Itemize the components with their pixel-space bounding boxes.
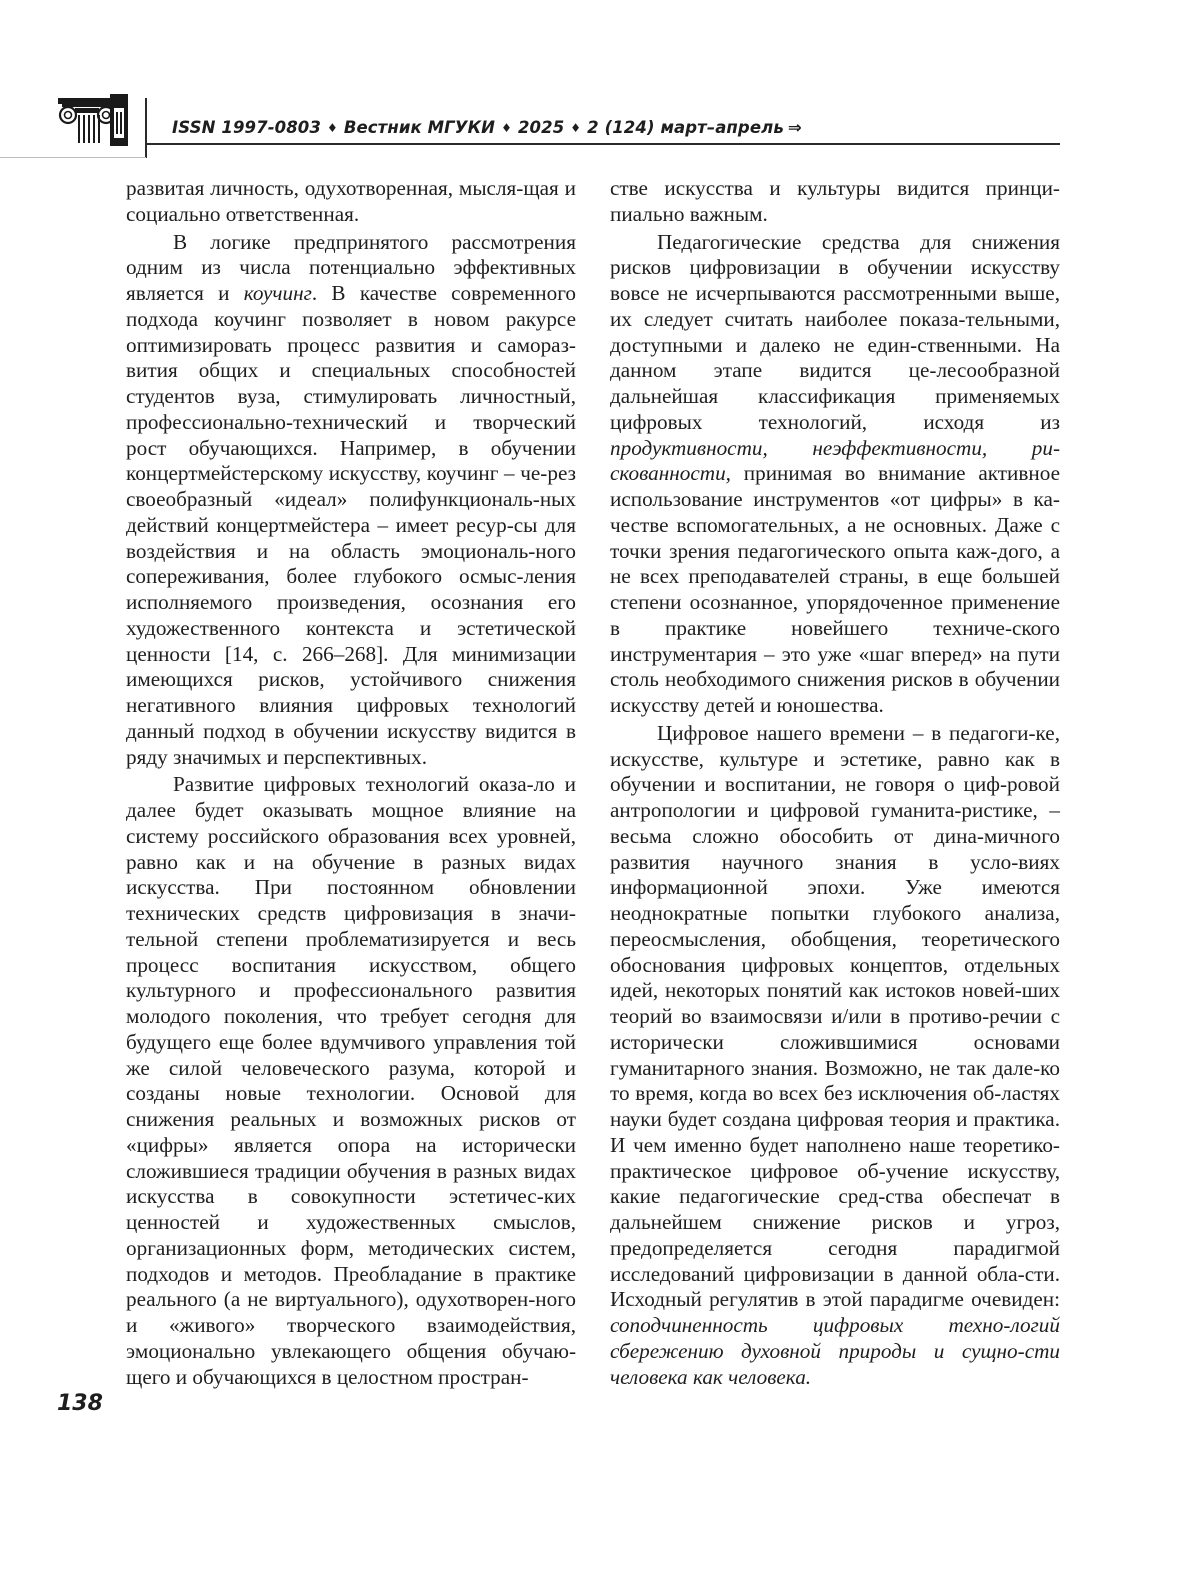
- text-run: . В качестве современного подхода коучинг позволяет в новом ракурсе оптимизировать процесс развития и самораз-вития общих и специальных способностей студентов вуза, стимулировать личностный, профессионально-технический и творческий рост обучающихся. Например, в обучении концертмейстерскому искусству, коучинг – че-рез своеобразный «идеал» полифункциональ-ных действий концертмейстера – имеет ресур-сы для воздействия и на область эмоциональ-ного сопереживания, более глубокого осмыс-ления исполняемого произведения, осознания его художественного контекста и эстетической ценности [14, с. 266–268]. Для минимизации имеющихся рисков, устойчивого снижения негативного влияния цифровых технологий данный подход в обучении искусству видится в ряду значимых и перспективных.: [126, 281, 576, 769]
- separator-icon: ♦: [501, 121, 512, 135]
- separator-icon: ♦: [570, 121, 582, 135]
- year: 2025: [517, 118, 565, 137]
- left-column: [126, 176, 576, 1390]
- paragraph: развитая личность, одухотворенная, мысля-щая и социально ответственная.: [126, 176, 576, 226]
- column-capital-logo-icon: [58, 94, 128, 146]
- journal-name: Вестник МГУКИ: [343, 118, 496, 137]
- running-header: [0, 86, 1060, 158]
- italic-conclusion: соподчиненность цифровых техно-логий сбережению духовной природы и сущно-сти человека как человека.: [610, 1313, 1060, 1389]
- header-vertical-rule: [145, 98, 147, 158]
- paragraph: стве искусства и культуры видится принци-пиально важным.: [610, 176, 1060, 226]
- right-column: [610, 176, 1060, 1390]
- text-run: Цифровое нашего времени – в педагоги-ке, искусстве, культуре и эстетике, равно как в обучении и воспитании, не говоря о циф-ровой антропологии и цифровой гуманита-ристике, – весьма сложно обособить от дина-мичного развития научного знания в усло-виях информационной эпохи. Уже имеются неоднократные попытки глубокого анализа, переосмысления, обобщения, теоретического обоснования цифровых концептов, отдельных идей, некоторых понятий как истоков новей-ших теорий во взаимосвязи и/или в противо-речии с исторически сложившимися основами гуманитарного знания. Возможно, не так дале-ко то время, когда во всех без исключения об-ластях науки будет создана цифровая теория и практика. И чем именно будет наполнено наше теоретико-практическое цифровое об-учение искусству, какие педагогические сред-ства обеспечат в дальнейшем снижение рисков и угроз, предопределяется сегодня парадигмой исследований цифровизации в данной обла-сти. Исходный регулятив в этой парадигме очевиден:: [610, 720, 1060, 1312]
- italic-term: коучинг: [243, 281, 312, 305]
- text-run: Педагогические средства для снижения рисков цифровизации в обучении искусству вовсе не исчерпываются рассмотренными выше, их следует считать наиболее показа-тельными, доступными и далеко не един-ственными. На данном этапе видится це-лесообразной дальнейшая классификация применяемых цифровых технологий, исходя из: [610, 229, 1060, 434]
- text-run: В логике предпринятого рассмотрения одним из числа потенциально эффективных является и: [126, 229, 576, 305]
- journal-header-text: [172, 118, 802, 137]
- issn: ISSN 1997-0803: [172, 118, 321, 137]
- italic-term: продуктивности, неэффективности, ри-скованности,: [610, 435, 1060, 486]
- paragraph: [610, 721, 1060, 1391]
- header-rule: [145, 143, 1060, 145]
- header-left-rule: [0, 157, 146, 158]
- text-run: принимая во внимание активное использование инструментов «от цифры» в ка-честве вспомогательных, а не основных. Даже с точки зрения педагогического опыта каж-дого, а не всех преподавателей страны, в еще большей степени осознанное, упорядоченное применение в практике новейшего техниче-ского инструментария – это уже «шаг вперед» на пути столь необходимого снижения рисков в обучении искусству детей и юношества.: [610, 461, 1060, 717]
- issue: 2 (124) март–апрель: [587, 118, 784, 137]
- paragraph: [610, 230, 1060, 719]
- separator-icon: ♦: [326, 121, 338, 135]
- page-number: 138: [57, 1391, 103, 1416]
- paragraph: [126, 230, 576, 771]
- next-arrow-icon: ⇒: [787, 118, 802, 137]
- paragraph: Развитие цифровых технологий оказа-ло и далее будет оказывать мощное влияние на систему российского образования всех уровней, равно как и на обучение в разных видах искусства. При постоянном обновлении технических средств цифровизация в значи-тельной степени проблематизируется и весь процесс воспитания искусством, общего культурного и профессионального развития молодого поколения, что требует сегодня для будущего еще более вдумчивого управления той же силой человеческого разума, которой и созданы новые технологии. Основой для снижения реальных и возможных рисков от «цифры» является опора на исторически сложившиеся традиции обучения в разных видах искусства в совокупности эстетичес-ких ценностей и художественных смыслов, организационных форм, методических систем, подходов и методов. Преобладание в практике реального (а не виртуального), одухотворен-ного и «живого» творческого взаимодействия, эмоционально увлекающего общения обучаю-щего и обучающихся в целостном простран-: [126, 772, 576, 1389]
